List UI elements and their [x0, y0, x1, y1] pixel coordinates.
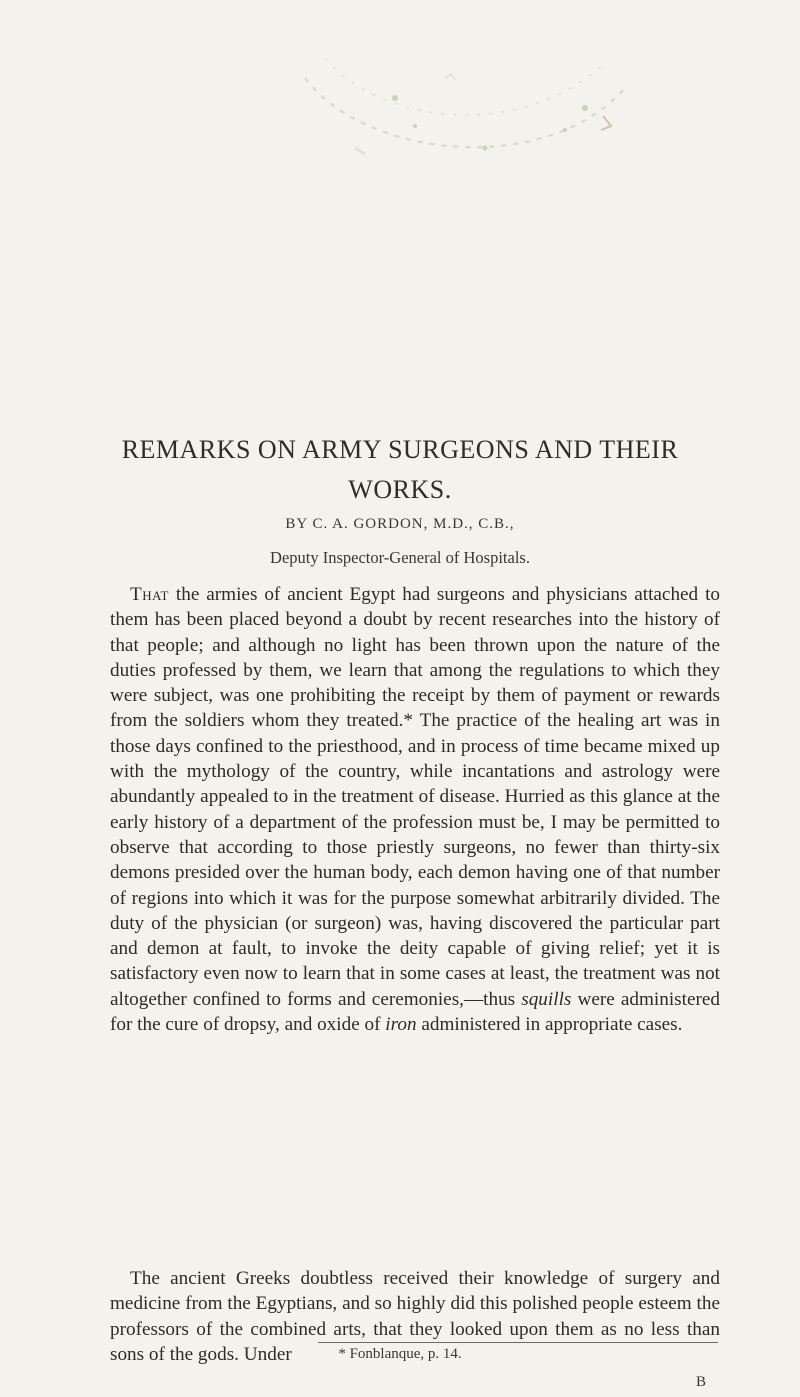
library-stamp-image	[285, 38, 645, 188]
italic-term-iron: iron	[385, 1014, 417, 1036]
article-title	[0, 430, 800, 510]
italic-term-squills: squills	[521, 988, 572, 1010]
body-paragraph-1	[110, 582, 720, 1037]
signature-mark: B	[696, 1374, 707, 1390]
author-byline: BY C. A. GORDON, M.D., C.B.,	[285, 516, 515, 532]
author-affiliation: Deputy Inspector-General of Hospitals.	[270, 548, 530, 567]
body-paragraph-2: The ancient Greeks doubtless received their knowledge of surgery and medicine from the Egyptians, and so highly did this polished people esteem the professors of the combined arts, that they looked upon them as no less than sons of the gods. Under	[110, 1268, 720, 1365]
paragraph-1-text-b: were administered for the cure of dropsy, and oxide of	[110, 988, 720, 1036]
title-line-2: WORKS.	[348, 475, 452, 504]
paragraph-1-text-c: administered in appropriate cases.	[416, 1014, 683, 1036]
paragraph-lead-word: That	[130, 584, 169, 605]
paragraph-1-text-a: the armies of ancient Egypt had surgeons and physicians attached to them has been placed beyond a doubt by recent researches into the history of that people; and although no light has been thrown upon the nature of the duties professed by them, we learn that among the regulations to which they were subject, was one prohibiting the receipt by them of payment or rewards from the soldiers whom they treated.* The practice of the healing art was in those days confined to the priesthood, and in process of time became mixed up with the mythology of the country, while incantations and astrology were abundantly appealed to in the treatment of disease. Hurried as this glance at the early history of a department of the profession must be, I may be permitted to observe that according to those priestly surgeons, no fewer than thirty-six demons presided over the human body, each demon having one of that number of regions into which it was for the purpose somewhat arbitrarily divided. The duty of the physician (or surgeon) was, having discovered the particular part and demon at fault, to invoke the deity capable of giving relief; yet it is satisfactory even now to learn that in some cases at least, the treatment was not altogether confined to forms and ceremonies,—thus	[110, 584, 720, 1010]
title-line-1: REMARKS ON ARMY SURGEONS AND THEIR	[121, 435, 679, 464]
footnote-divider	[318, 1342, 718, 1343]
footnote: * Fonblanque, p. 14.	[338, 1346, 462, 1362]
